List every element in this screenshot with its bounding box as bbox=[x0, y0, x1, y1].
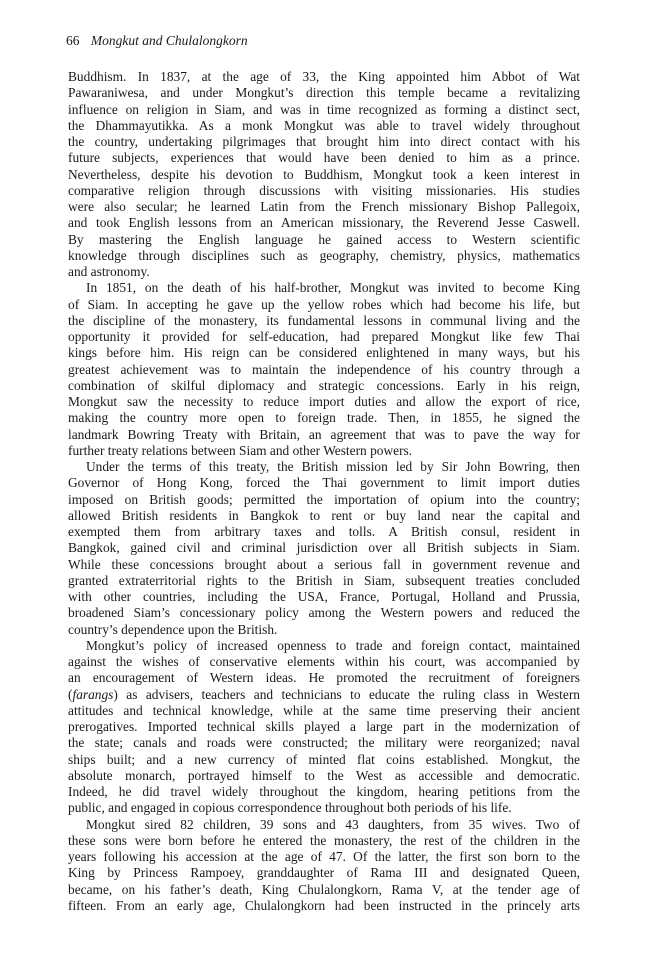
text-line: imposed on British goods; permitted the importation of opium into the country; bbox=[68, 491, 580, 507]
text-line: knowledge through disciplines such as geography, chemistry, physics, mathematics bbox=[68, 247, 580, 263]
text-line: kings before him. His reign can be considered enlightened in many ways, but his bbox=[68, 345, 580, 361]
text-line: landmark Bowring Treaty with Britain, an agreement that was to pave the way for bbox=[68, 426, 580, 442]
text-line: the Dhammayutikka. As a monk Mongkut was able to travel widely throughout bbox=[68, 117, 580, 133]
text-line: Under the terms of this treaty, the British mission led by Sir John Bowring, then bbox=[86, 459, 580, 474]
text-line: and astronomy. bbox=[68, 264, 150, 279]
text-line: the discipline of the monastery, its fundamental lessons in communal living and the bbox=[68, 312, 580, 328]
text-line: Pawaraniwesa, and under Mongkut’s direction this temple became a revitalizing bbox=[68, 85, 580, 101]
text-line: Mongkut saw the necessity to reduce import duties and allow the export of rice, bbox=[68, 394, 580, 409]
text-line: influence on religion in Siam, and was in time recognized as forming a distinct sect, bbox=[68, 101, 580, 117]
page-number: 66 bbox=[66, 33, 80, 48]
text-line: granted extraterritorial rights to the British in Siam, subsequent treaties concluded bbox=[68, 572, 580, 588]
text-line: fifteen. From an early age, Chulalongkorn had been instructed in the princely arts bbox=[68, 897, 580, 913]
text-line: against the wishes of conservative elements within his court, was accompanied by bbox=[68, 654, 580, 669]
text-line: comparative religion through discussions with visiting missionaries. His studies bbox=[68, 182, 580, 198]
paragraph bbox=[68, 638, 580, 817]
text-line: making the country more open to foreign trade. Then, in 1855, he signed the bbox=[68, 410, 580, 426]
text-line: (farangs) as advisers, teachers and technicians to educate the ruling class in Western bbox=[68, 686, 580, 702]
paragraph bbox=[68, 69, 580, 280]
text-line: By mastering the English language he gained access to Western scientific bbox=[68, 231, 580, 247]
text-line: of Siam. In accepting he gave up the yellow robes which had become his life, but bbox=[68, 296, 580, 312]
text-line: Mongkut’s policy of increased openness to trade and foreign contact, maintained bbox=[86, 637, 580, 653]
text-line: the country, undertaking pilgrimages that brought him into direct contact with his bbox=[68, 134, 580, 149]
text-line: allowed British residents in Bangkok to rent or buy land near the capital and bbox=[68, 507, 580, 523]
text-line: While these concessions brought about a serious fall in government revenue and bbox=[68, 556, 580, 572]
text-line: Bangkok, gained civil and criminal jurisdiction over all British subjects in Siam. bbox=[68, 540, 580, 556]
running-title: Mongkut and Chulalongkorn bbox=[90, 33, 248, 48]
body-text bbox=[68, 69, 580, 914]
paragraph bbox=[68, 817, 580, 915]
text-line: exempted them from arbitrary taxes and tolls. A British consul, resident in bbox=[68, 524, 580, 539]
text-line: these sons were born before he entered the monastery, the rest of the children in the bbox=[68, 832, 580, 848]
text-line: Mongkut sired 82 children, 39 sons and 43 daughters, from 35 wives. Two of bbox=[86, 816, 580, 832]
text-line: absolute monarch, portrayed himself to the West as accessible and democratic. bbox=[68, 767, 580, 783]
text-line: further treaty relations between Siam and other Western powers. bbox=[68, 442, 413, 458]
paragraph bbox=[68, 280, 580, 459]
text-line: Indeed, he did travel widely throughout the kingdom, hearing petitions from the bbox=[68, 784, 580, 799]
text-line: opportunity it provided for self-education, had prepared Mongkut like few Thai bbox=[68, 329, 580, 344]
text-line: In 1851, on the death of his half-brother, Mongkut was invited to become King bbox=[86, 280, 580, 296]
running-head bbox=[66, 32, 248, 50]
text-line: Buddhism. In 1837, at the age of 33, the King appointed him Abbot of Wat bbox=[68, 69, 580, 84]
text-line: with other countries, including the USA, France, Portugal, Holland and Prussia, bbox=[68, 589, 580, 604]
text-line: were also secular; he learned Latin from the French missionary Bishop Pallegoix, bbox=[68, 199, 580, 214]
text-line: ships built; and a new currency of minted flat coins established. Mongkut, the bbox=[68, 751, 580, 767]
text-line: future subjects, experiences that would have been denied to him as a prince. bbox=[68, 150, 580, 166]
text-line: country’s dependence upon the British. bbox=[68, 621, 278, 637]
text-line: the state; canals and roads were constructed; the military were reorganized; naval bbox=[68, 735, 580, 751]
text-line: years following his accession at the age of 47. Of the latter, the first son born to the bbox=[68, 849, 580, 864]
text-line: broadened Siam’s concessionary policy among the Western powers and reduced the bbox=[68, 605, 580, 621]
text-line: combination of skilful diplomacy and strategic concessions. Early in his reign, bbox=[68, 377, 580, 393]
text-line: prerogatives. Imported technical skills played a large part in the modernization of bbox=[68, 719, 580, 734]
text-line: Nevertheless, despite his devotion to Buddhism, Mongkut took a keen interest in bbox=[68, 166, 580, 182]
text-line: greatest achievement was to maintain the independence of his country through a bbox=[68, 361, 580, 377]
text-line: attitudes and technical knowledge, while at the same time preserving their ancient bbox=[68, 702, 580, 718]
text-line: and took English lessons from an American missionary, the Reverend Jesse Caswell. bbox=[68, 215, 580, 231]
paragraph bbox=[68, 459, 580, 638]
text-line: King by Princess Rampoey, granddaughter of Rama III and designated Queen, bbox=[68, 865, 580, 881]
text-line: Governor of Hong Kong, forced the Thai government to limit import duties bbox=[68, 475, 580, 491]
text-line: an encouragement of Western ideas. He promoted the recruitment of foreigners bbox=[68, 670, 580, 686]
text-line: public, and engaged in copious correspondence throughout both periods of his life. bbox=[68, 800, 512, 816]
text-line: became, on his father’s death, King Chulalongkorn, Rama V, at the tender age of bbox=[68, 881, 580, 897]
